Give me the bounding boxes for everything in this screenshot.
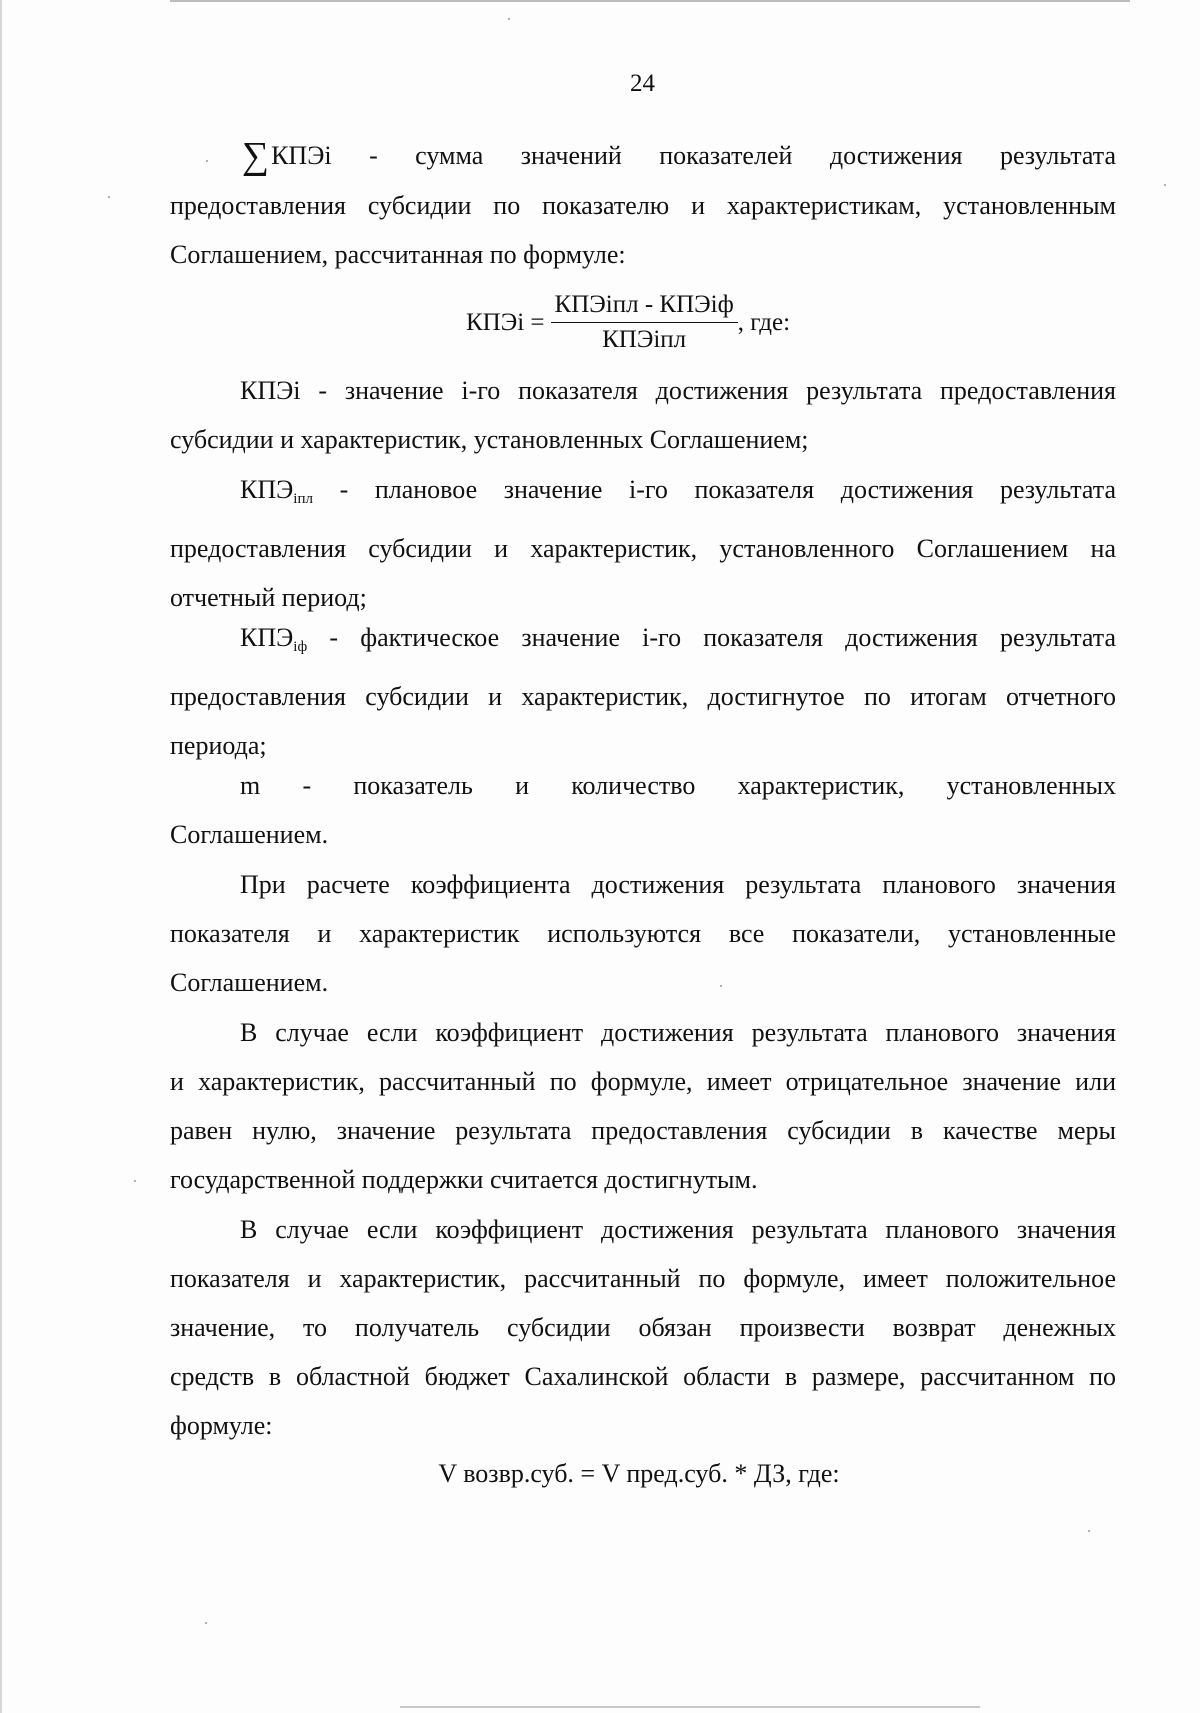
scan-speckle [1088,1530,1090,1532]
scan-speckle [508,18,510,20]
calc-line2: показателя и характеристик используются все показатели, установленные [170,919,1116,948]
sum-definition-paragraph [170,131,1116,279]
formula-denominator: КПЭiпл [602,326,687,353]
kpeif-line3: периода; [170,731,267,760]
scan-border-left [0,0,2,1713]
kpeipl-definition-paragraph [170,465,1116,622]
pos-line4: средств в областной бюджет Сахалинской области в размере, рассчитанном по [170,1362,1116,1391]
scan-speckle [134,1180,136,1182]
scan-border-top [170,0,1130,2]
neg-line4: государственной поддержки считается достигнутым. [170,1165,758,1194]
positive-coefficient-paragraph [170,1205,1116,1450]
negative-coefficient-paragraph [170,1008,1116,1204]
pos-line1: В случае если коэффициент достижения результата планового значения [240,1215,1116,1244]
kpeif-symbol: КПЭ [240,623,294,652]
scan-speckle [205,1622,207,1624]
scan-speckle [206,160,208,162]
kpei-line1: КПЭi - значение i-го показателя достижения результата предоставления [240,376,1116,405]
m-line1: m - показатель и количество характеристик, установленных [240,771,1116,800]
m-line2: Соглашением. [170,820,329,849]
kpeif-definition-paragraph [170,613,1116,770]
formula-lhs: КПЭi = [466,308,545,336]
refund-formula: V возвр.суб. = V пред.суб. * ДЗ, где: [438,1459,840,1488]
sigma-symbol: ∑ [242,135,270,177]
calculation-paragraph [170,860,1116,1007]
kpe-formula [466,290,790,355]
kpei-definition-paragraph [170,366,1116,464]
calc-line3: Соглашением. [170,968,329,997]
scan-speckle [1164,184,1166,186]
sum-label: КПЭi [271,141,332,170]
kpeipl-subscript: iпл [293,491,313,507]
kpeipl-line1: - плановое значение i-го показателя достижения результата [312,475,1116,504]
pos-line5: формуле: [170,1411,273,1440]
scan-border-bottom [400,1706,980,1708]
sum-desc-line3: Соглашением, рассчитанная по формуле: [170,240,626,269]
kpeif-subscript: iф [293,639,308,655]
calc-line1: При расчете коэффициента достижения результата планового значения [240,870,1116,899]
sum-desc-line1: - сумма значений показателей достижения результата [369,141,1116,170]
kpeipl-symbol: КПЭ [240,475,294,504]
scan-speckle [108,196,110,198]
sum-desc-line2: предоставления субсидии по показателю и характеристикам, установленным [170,191,1116,220]
formula-numerator: КПЭiпл - КПЭiф [551,290,738,323]
kpei-line2: субсидии и характеристик, установленных Соглашением; [170,425,809,454]
kpeipl-line3: отчетный период; [170,583,367,612]
neg-line2: и характеристик, рассчитанный по формуле, имеет отрицательное значение или [170,1067,1116,1096]
neg-line3: равен нулю, значение результата предоставления субсидии в качестве меры [170,1116,1116,1145]
formula-suffix: , где: [737,308,791,336]
kpeif-line1: - фактическое значение i-го показателя достижения результата [307,623,1116,652]
kpeif-line2: предоставления субсидии и характеристик, достигнутое по итогам отчетного [170,682,1116,711]
m-definition-paragraph [170,761,1116,859]
page-number: 24 [630,70,655,97]
pos-line3: значение, то получатель субсидии обязан произвести возврат денежных [170,1313,1116,1342]
pos-line2: показателя и характеристик, рассчитанный по формуле, имеет положительное [170,1264,1116,1293]
kpeipl-line2: предоставления субсидии и характеристик, установленного Соглашением на [170,534,1116,563]
neg-line1: В случае если коэффициент достижения результата планового значения [240,1018,1116,1047]
formula-fraction [551,290,738,355]
scan-speckle [720,985,722,987]
